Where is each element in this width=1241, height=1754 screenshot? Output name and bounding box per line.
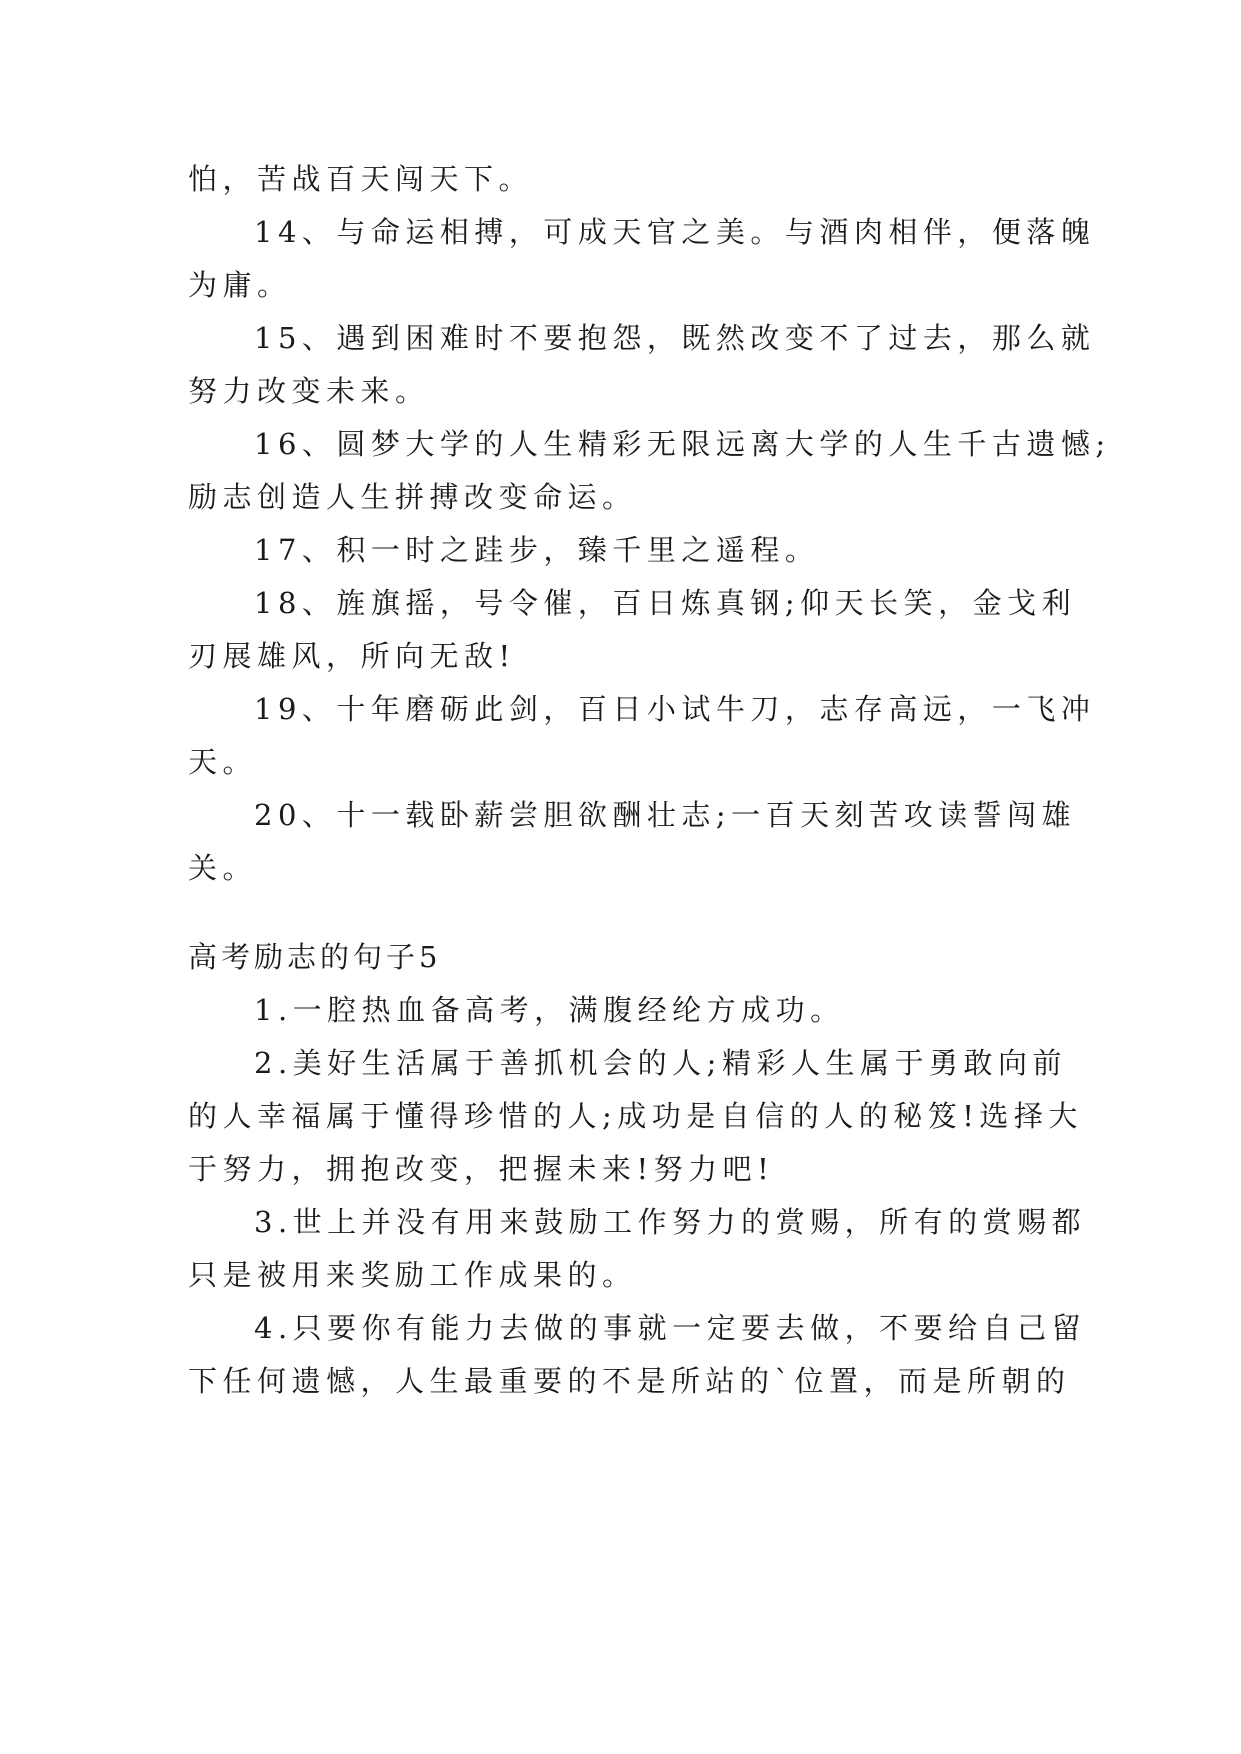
list-item-16: 16、圆梦大学的人生精彩无限远离大学的人生千古遗憾; xyxy=(254,427,1111,461)
list-item-2: 2.美好生活属于善抓机会的人;精彩人生属于勇敢向前 xyxy=(254,1046,1067,1080)
list-item-17: 17、积一时之跬步，臻千里之遥程。 xyxy=(254,533,820,567)
text-line: 为庸。 xyxy=(188,268,292,302)
text-line: 于努力，拥抱改变，把握未来!努力吧! xyxy=(188,1152,775,1186)
section-heading: 高考励志的句子5 xyxy=(188,940,442,974)
list-item-18: 18、旌旗摇，号令催，百日炼真钢;仰天长笑，金戈利 xyxy=(254,586,1077,620)
list-item-3: 3.世上并没有用来鼓励工作努力的赏赐，所有的赏赐都 xyxy=(254,1205,1087,1239)
text-line: 的人幸福属于懂得珍惜的人;成功是自信的人的秘笈!选择大 xyxy=(188,1099,1083,1133)
text-line: 怕，苦战百天闯天下。 xyxy=(188,162,534,196)
list-item-19: 19、十年磨砺此剑，百日小试牛刀，志存高远，一飞冲 xyxy=(254,692,1096,726)
list-item-15: 15、遇到困难时不要抱怨，既然改变不了过去，那么就 xyxy=(254,321,1096,355)
text-line: 关。 xyxy=(188,851,258,885)
text-line: 努力改变未来。 xyxy=(188,374,430,408)
text-line: 只是被用来奖励工作成果的。 xyxy=(188,1258,637,1292)
list-item-14: 14、与命运相搏，可成天官之美。与酒肉相伴，便落魄 xyxy=(254,215,1096,249)
text-line: 天。 xyxy=(188,745,258,779)
text-line: 下任何遗憾，人生最重要的不是所站的`位置，而是所朝的 xyxy=(188,1364,1071,1398)
list-item-1: 1.一腔热血备高考，满腹经纶方成功。 xyxy=(254,993,845,1027)
text-line: 励志创造人生拼搏改变命运。 xyxy=(188,480,637,514)
list-item-4: 4.只要你有能力去做的事就一定要去做，不要给自己留 xyxy=(254,1311,1087,1345)
text-line: 刃展雄风，所向无敌! xyxy=(188,639,516,673)
list-item-20: 20、十一载卧薪尝胆欲酬壮志;一百天刻苦攻读誓闯雄 xyxy=(254,798,1077,832)
